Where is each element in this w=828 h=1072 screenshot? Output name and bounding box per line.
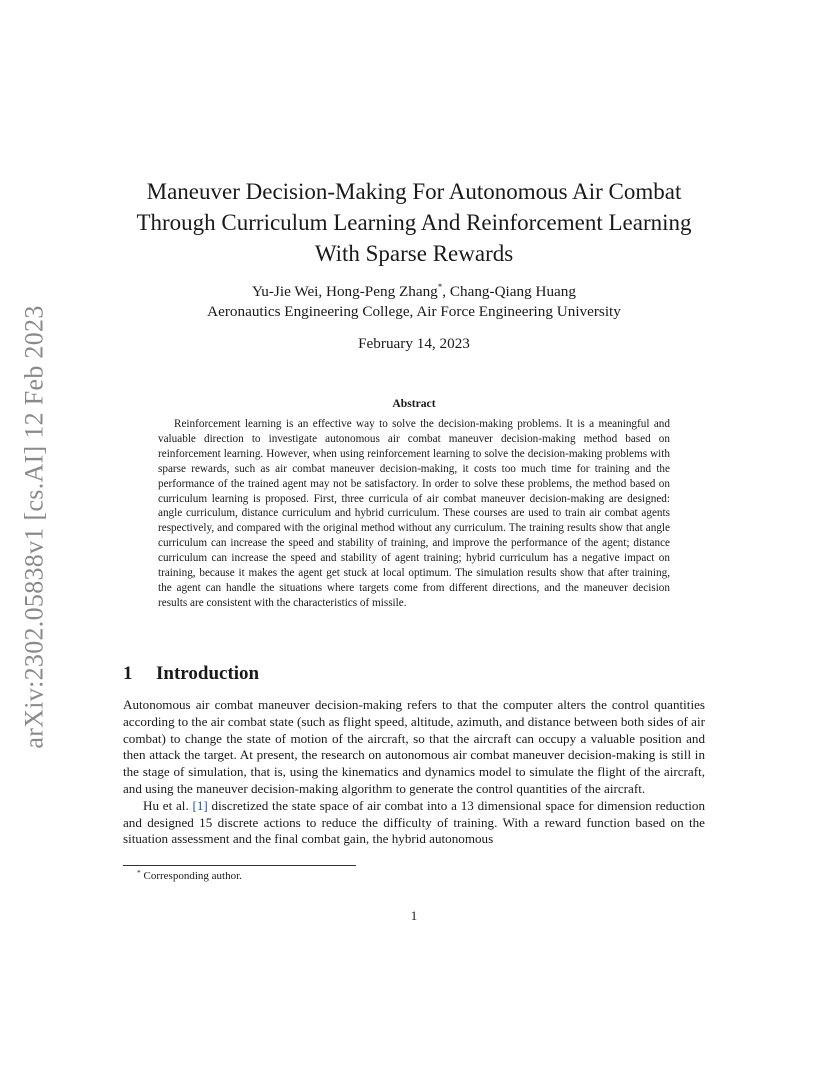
footnote-divider bbox=[123, 865, 356, 866]
paragraph-text: discretized the state space of air combat into a 13 dimensional space for dimension reduction and designed 15 discrete actions to reduce the difficulty of training. With a reward function based on the situation assessment and the final combat gain, the hybrid autonomous bbox=[123, 797, 706, 847]
section-title: Introduction bbox=[156, 663, 260, 684]
abstract-heading: Abstract bbox=[392, 397, 436, 410]
title-line-2: Through Curriculum Learning And Reinforcement Learning bbox=[136, 210, 692, 235]
corresponding-author-mark: * bbox=[437, 282, 443, 292]
paper-date: February 14, 2023 bbox=[358, 335, 470, 352]
citation-link[interactable]: [1] bbox=[192, 797, 208, 813]
abstract-text: Reinforcement learning is an effective way to solve the decision-making problems. It is a meaningful and valuable direction to investigate autonomous air combat maneuver decision-making method based on reinforcement learning. However, when using reinforcement learning to solve the decision-making problems with sparse rewards, such as air combat maneuver decision-making, it costs too much time for training and the performance of the trained agent may not be satisfactory. In order to solve these problems, the method based on curriculum learning is proposed. First, three curricula of air combat maneuver decision-making are designed: angle curriculum, distance curriculum and hybrid curriculum. These courses are used to train air combat agents respectively, and compared with the original method without any curriculum. The training results show that angle curriculum can increase the speed and stability of training, and improve the performance of the agent; distance curriculum can increase the speed and stability of agent training; hybrid curriculum has a negative impact on training, because it makes the agent get stuck at local optimum. The simulation results show that after training, the agent can handle the situations where targets come from different directions, and the maneuver decision results are consistent with the characteristics of missile. bbox=[158, 418, 670, 609]
paper-title bbox=[110, 176, 718, 269]
page-number: 1 bbox=[410, 908, 418, 923]
author-names-first: Yu-Jie Wei, Hong-Peng Zhang bbox=[252, 283, 438, 300]
section-body bbox=[123, 697, 705, 848]
footnote-mark: * bbox=[137, 868, 141, 877]
body-paragraph: Autonomous air combat maneuver decision-making refers to that the computer alters the control quantities according to the air combat state (such as flight speed, altitude, azimuth, and distance between both sides of air combat) to change the state of motion of the aircraft, so that the aircraft can occupy a valuable position and then attack the target. At present, the research on autonomous air combat maneuver decision-making is still in the stage of simulation, that is, using the kinematics and dynamics model to simulate the flight of the aircraft, and using the maneuver decision-making algorithm to generate the control quantities of the aircraft. bbox=[123, 697, 705, 796]
author-names-rest: , Chang-Qiang Huang bbox=[442, 283, 576, 300]
title-line-3: With Sparse Rewards bbox=[314, 241, 514, 266]
section-heading bbox=[123, 662, 259, 686]
author-names bbox=[110, 282, 718, 302]
arxiv-identifier-stamp bbox=[20, 297, 50, 757]
arxiv-identifier-text: arXiv:2302.05838v1 [cs.AI] 12 Feb 2023 bbox=[20, 305, 50, 749]
title-line-1: Maneuver Decision-Making For Autonomous Air Combat bbox=[146, 179, 682, 204]
body-paragraph bbox=[123, 798, 705, 848]
paragraph-text: Hu et al. bbox=[143, 797, 193, 813]
author-affiliation: Aeronautics Engineering College, Air Force Engineering University bbox=[207, 303, 621, 320]
footnote-text: Corresponding author. bbox=[140, 870, 242, 882]
footnote bbox=[137, 869, 242, 883]
section-number: 1 bbox=[123, 663, 133, 684]
author-block bbox=[110, 282, 718, 322]
